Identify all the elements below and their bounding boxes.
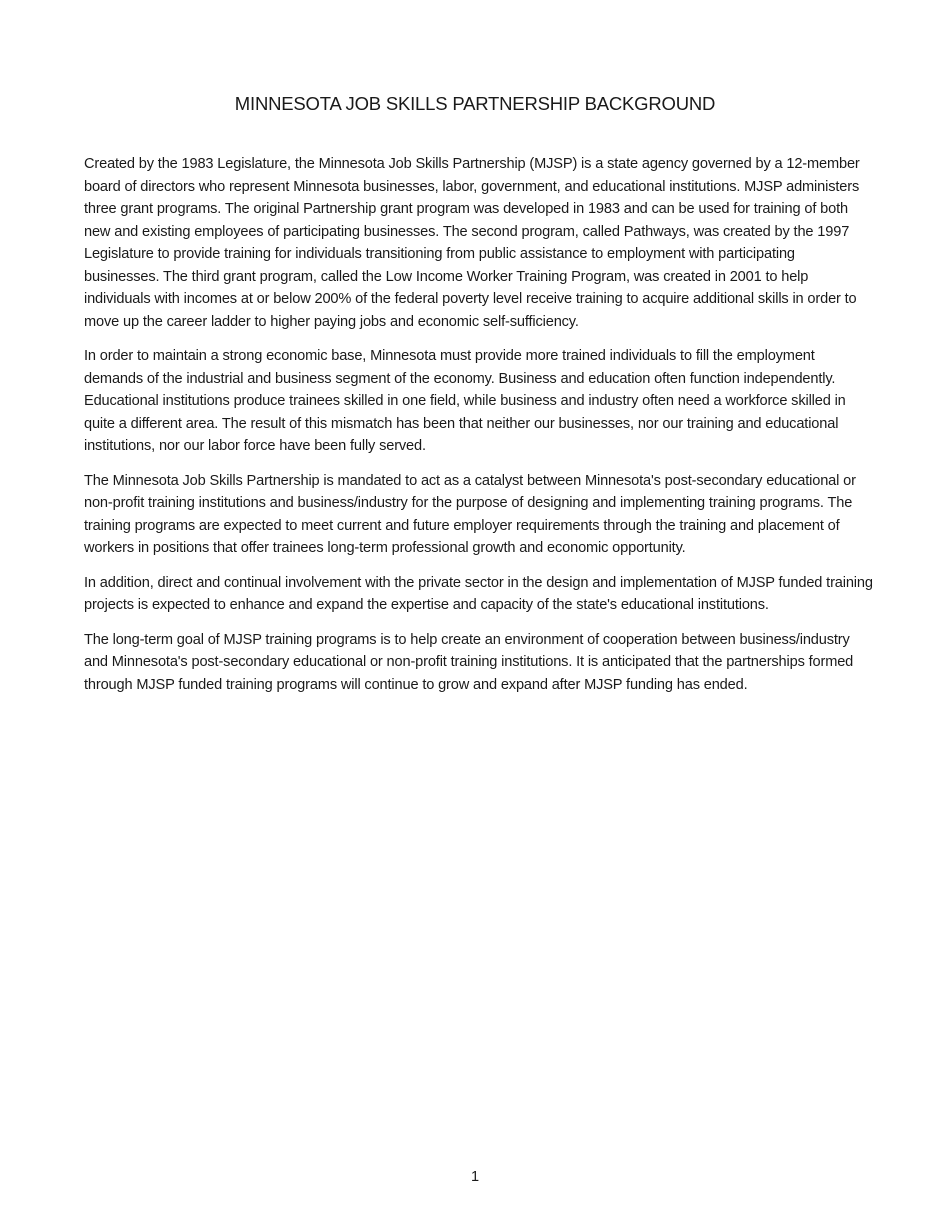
paragraph-long-term-goal: The long-term goal of MJSP training programs is to help create an environment of cooperation between business/industry and Minnesota's post-secondary educational or non-profit training institutions. It is anticipated that the partnerships formed through MJSP funded training programs will continue to grow and expand after MJSP funding has ended. [84,631,854,693]
page-title: MINNESOTA JOB SKILLS PARTNERSHIP BACKGROUND [234,93,716,114]
paragraph-history: Created by the 1983 Legislature, the Minnesota Job Skills Partnership (MJSP) is a state agency governed by a 12-member board of directors who represent Minnesota businesses, labor, government, and educational institutions. MJSP administers three grant programs. The original Partnership grant program was developed in 1983 and can be used for training of both new and existing employees of participating businesses. The second program, called Pathways, was created by the 1997 Legislature to provide training for individuals transitioning from public assistance to employment with participating businesses. The third grant program, called the Low Income Worker Training Program, was created in 2001 to help individuals with incomes at or below 200% of the federal poverty level receive training to acquire additional skills in order to move up the career ladder to higher paying jobs and economic self-sufficiency. [84,156,860,330]
document-body [84,153,874,708]
page-number: 1 [470,1169,480,1185]
paragraph-economic-base: In order to maintain a strong economic base, Minnesota must provide more trained individuals to fill the employment demands of the industrial and business segment of the economy. Business and education often function independently. Educational institutions produce trainees skilled in one field, while business and industry often need a workforce skilled in quite a different area. The result of this mismatch has been that neither our businesses, nor our training and educational institutions, nor our labor force have been fully served. [84,348,846,454]
paragraph-private-sector: In addition, direct and continual involvement with the private sector in the design and implementation of MJSP funded training projects is expected to enhance and expand the expertise and capacity of the state's educational institutions. [84,574,873,613]
paragraph-mandate: The Minnesota Job Skills Partnership is mandated to act as a catalyst between Minnesota's post-secondary educational or non-profit training institutions and business/industry for the purpose of designing and implementing training programs. The training programs are expected to meet current and future employer requirements through the training and placement of workers in positions that offer trainees long-term professional growth and economic opportunity. [84,472,856,556]
